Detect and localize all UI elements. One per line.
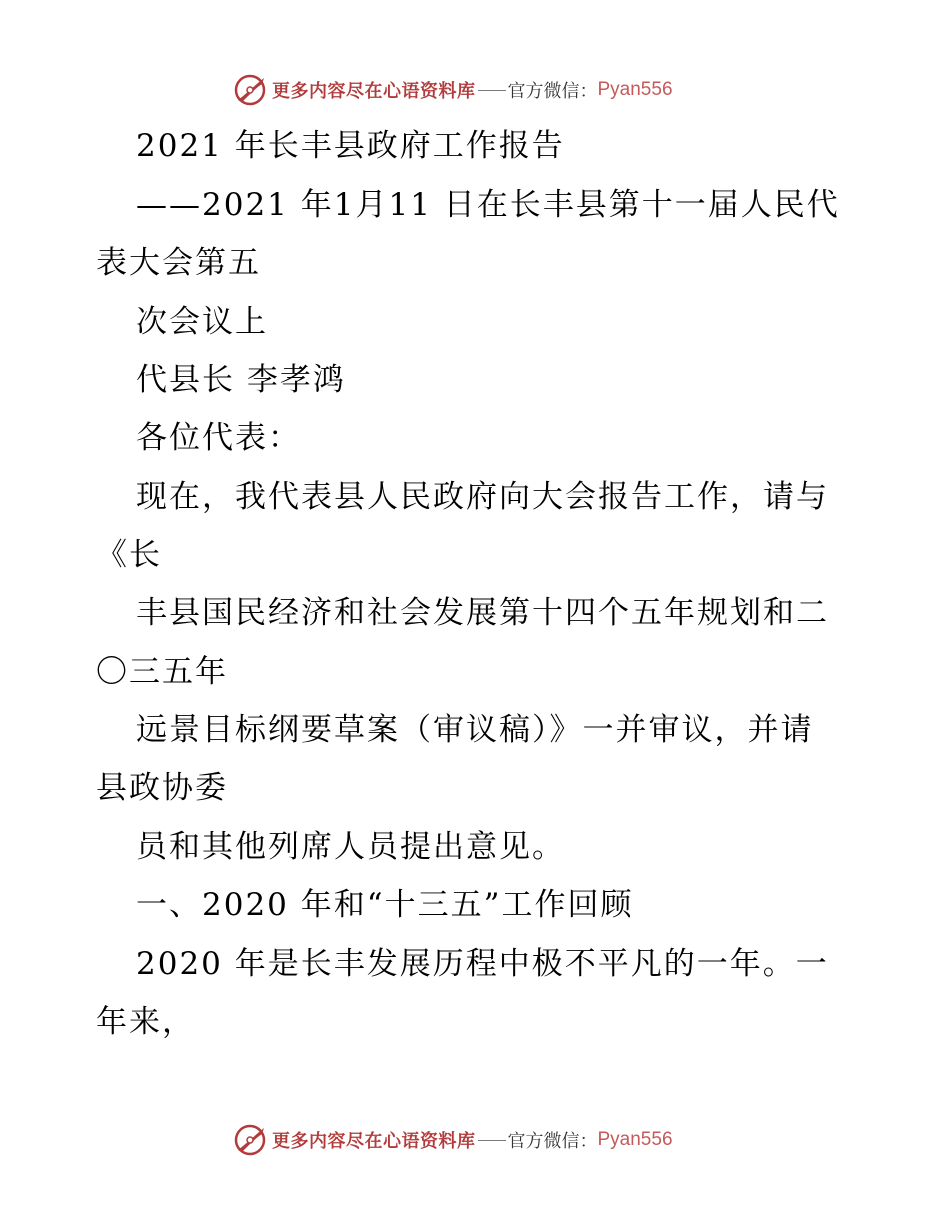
doc-salutation: 各位代表：	[136, 420, 301, 456]
doc-line: 2020 年是长丰发展历程中极不平凡的一年。一	[136, 946, 829, 982]
quill-logo-icon	[232, 1122, 268, 1158]
doc-line: 《长	[96, 537, 162, 573]
banner-brand-text: 更多内容尽在心语资料库	[272, 1131, 476, 1152]
banner-wechat-label: 官方微信：	[507, 81, 598, 102]
banner-wechat-id: Pyan556	[597, 1129, 673, 1150]
header-banner	[232, 70, 712, 110]
banner-brand-text: 更多内容尽在心语资料库	[272, 81, 476, 102]
doc-line: ——2021 年1月11 日在长丰县第十一届人民代	[136, 187, 840, 223]
doc-line: 表大会第五	[96, 245, 261, 281]
banner-wechat-label: 官方微信：	[507, 1131, 598, 1152]
banner-divider	[478, 1140, 506, 1141]
doc-line: 丰县国民经济和社会发展第十四个五年规划和二	[136, 595, 829, 631]
doc-line: 现在，我代表县人民政府向大会报告工作，请与	[136, 479, 829, 515]
footer-banner	[232, 1120, 712, 1160]
doc-title: 2021 年长丰县政府工作报告	[136, 128, 565, 164]
banner-divider	[478, 90, 506, 91]
doc-line: 〇三五年	[96, 654, 228, 690]
quill-logo-icon	[232, 72, 268, 108]
doc-line: 员和其他列席人员提出意见。	[136, 829, 565, 865]
banner-wechat-id: Pyan556	[597, 79, 673, 100]
doc-line: 年来，	[96, 1004, 195, 1040]
doc-author: 代县长 李孝鸿	[136, 362, 346, 398]
doc-line: 县政协委	[96, 770, 228, 806]
section-heading: 一、2020 年和“十三五”工作回顾	[136, 887, 634, 923]
doc-line: 远景目标纲要草案（审议稿）》一并审议，并请	[136, 712, 814, 748]
doc-line: 次会议上	[136, 304, 268, 340]
